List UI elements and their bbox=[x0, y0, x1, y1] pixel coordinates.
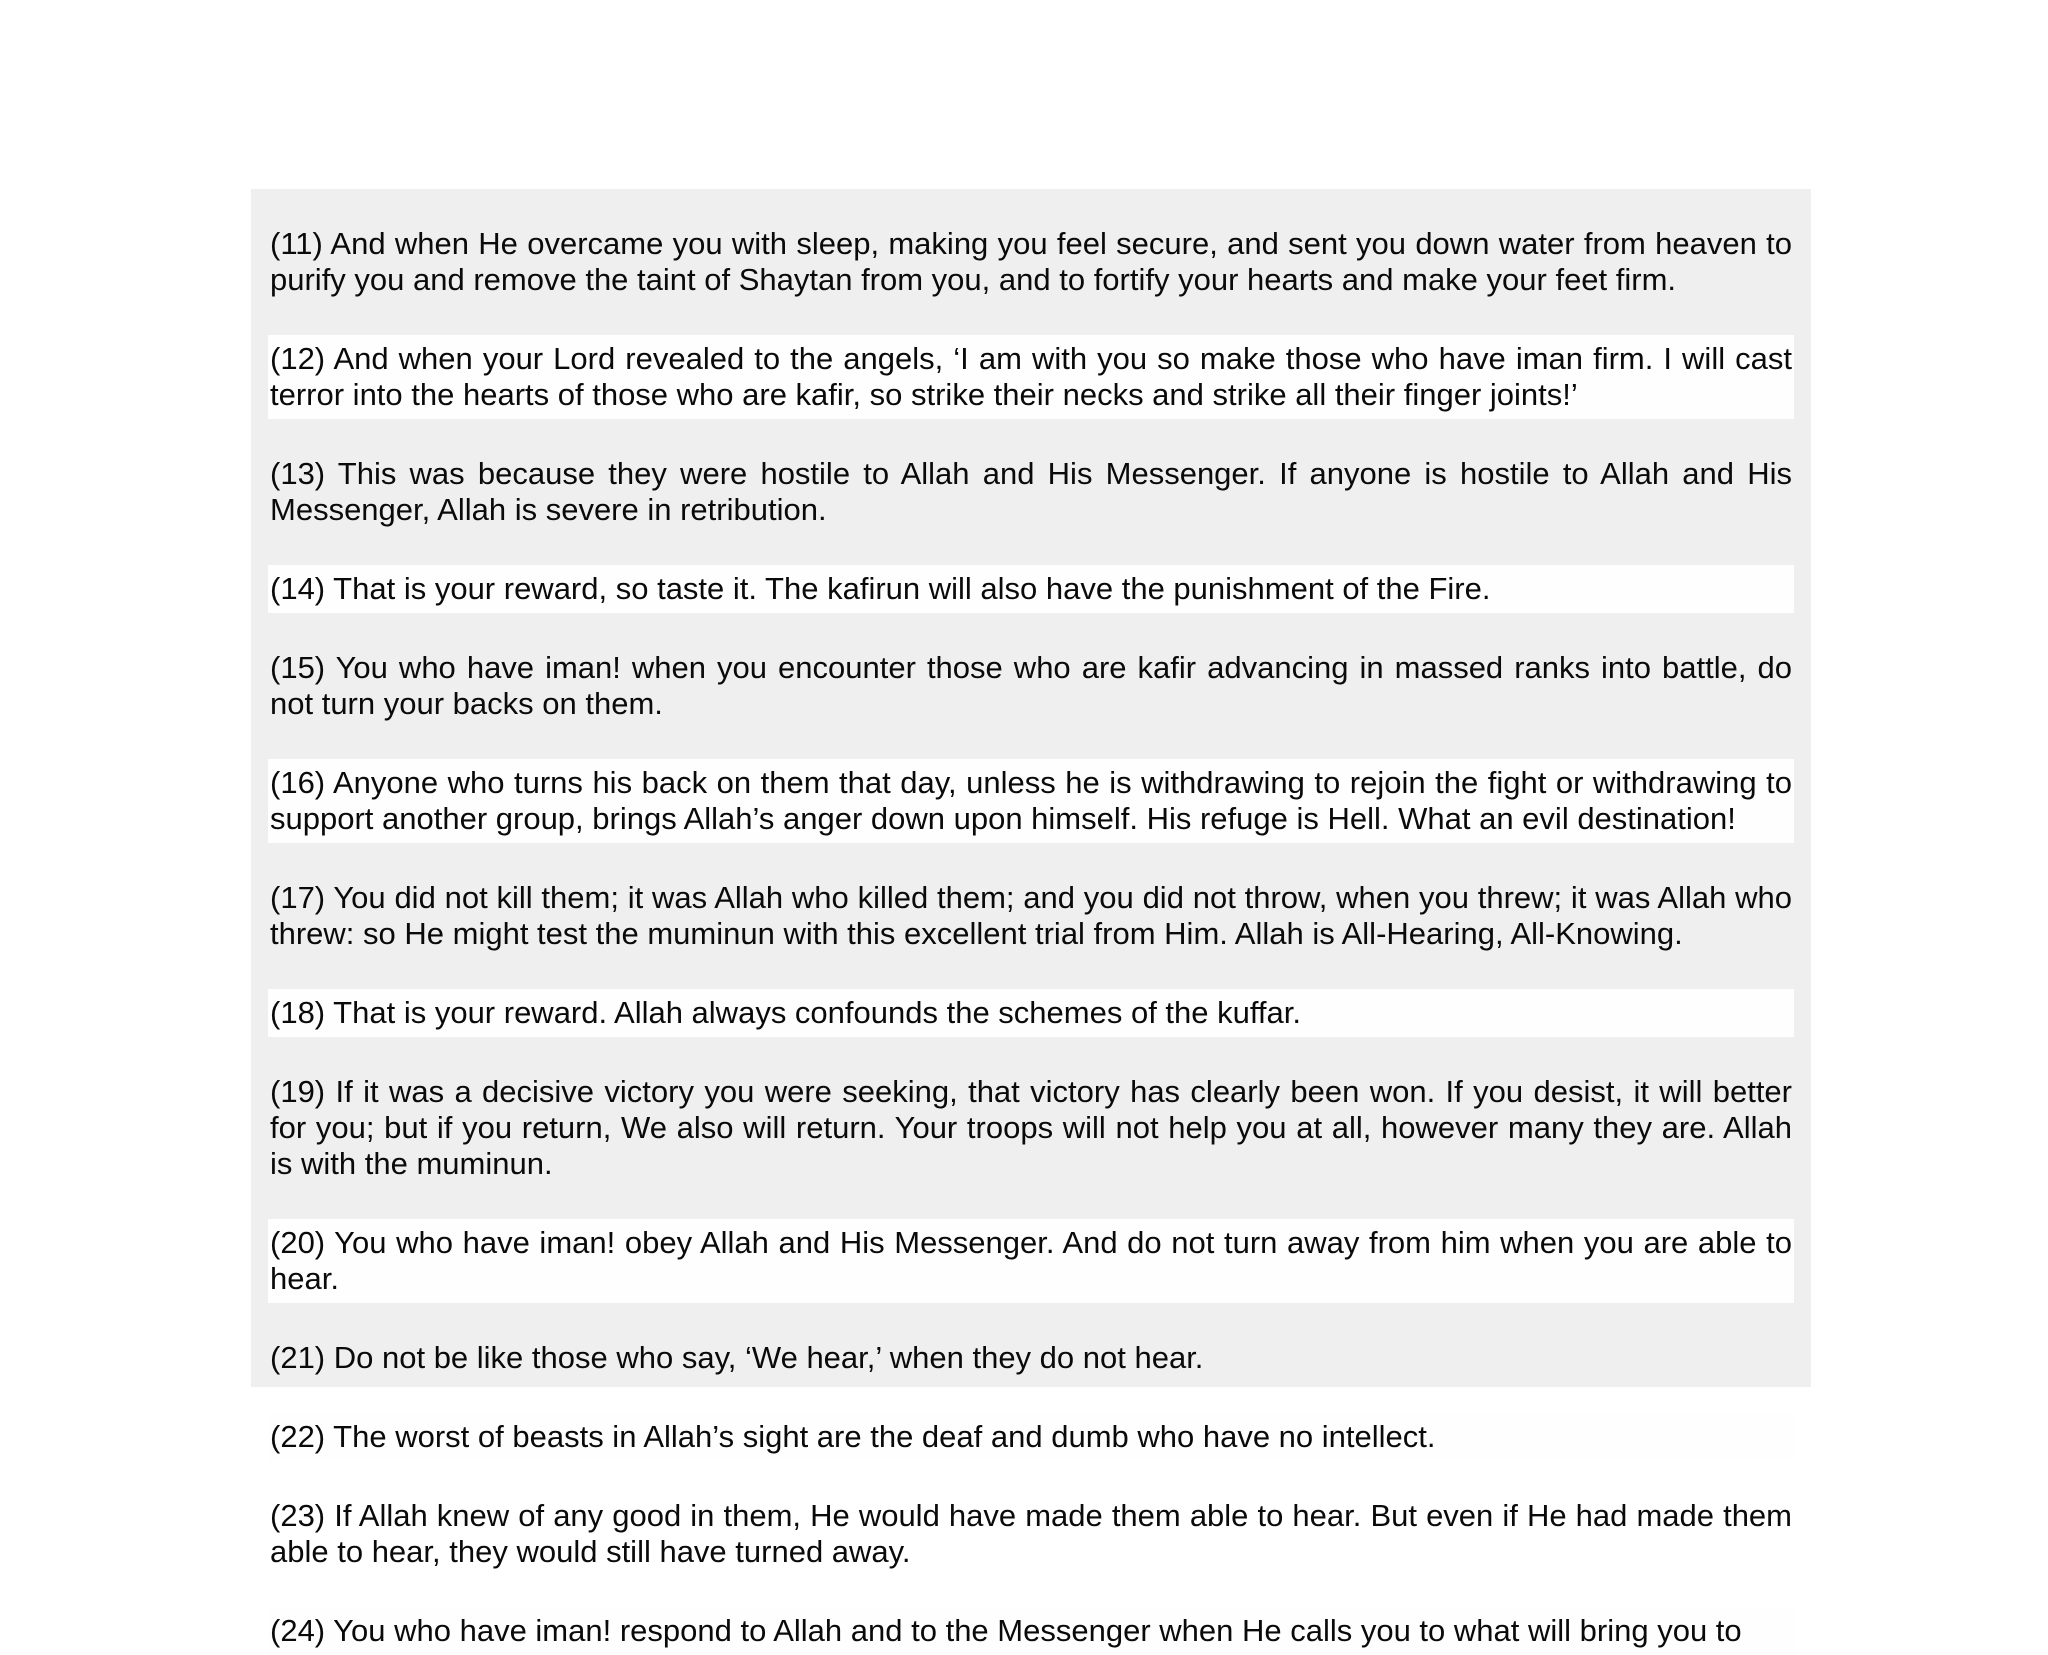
verse-21: (21) Do not be like those who say, ‘We hear,’ when they do not hear. bbox=[270, 1340, 1204, 1375]
verse-12: (12) And when your Lord revealed to the angels, ‘I am with you so make those who have iman firm. I will cast terror into the hearts of those who are kafir, so strike their necks and strike all their finger joints!’ bbox=[268, 335, 1794, 419]
verse-19: (19) If it was a decisive victory you were seeking, that victory has clearly been won. If you desist, it will better for you; but if you return, We also will return. Your troops will not help you at all, however many they are. Allah is with the muminun. bbox=[270, 1074, 1792, 1181]
verse-22: (22) The worst of beasts in Allah’s sight are the deaf and dumb who have no intellect. bbox=[268, 1413, 1794, 1461]
verse-15: (15) You who have iman! when you encounter those who are kafir advancing in massed ranks into battle, do not turn your backs on them. bbox=[270, 650, 1792, 721]
document-page bbox=[251, 189, 1811, 1648]
verse-13: (13) This was because they were hostile to Allah and His Messenger. If anyone is hostile to Allah and His Messenger, Allah is severe in retribution. bbox=[270, 456, 1792, 527]
verse-17: (17) You did not kill them; it was Allah who killed them; and you did not throw, when you threw; it was Allah who threw: so He might test the muminun with this excellent trial from Him. Allah is All-Hearing, All-Knowing. bbox=[270, 880, 1792, 951]
verse-list bbox=[268, 220, 1794, 1655]
verse-24: (24) You who have iman! respond to Allah and to the Messenger when He calls you to what will bring you to bbox=[268, 1607, 1794, 1655]
verse-20: (20) You who have iman! obey Allah and His Messenger. And do not turn away from him when you are able to hear. bbox=[268, 1219, 1794, 1303]
verse-18: (18) That is your reward. Allah always confounds the schemes of the kuffar. bbox=[268, 989, 1794, 1037]
verse-23: (23) If Allah knew of any good in them, He would have made them able to hear. But even if He had made them able to hear, they would still have turned away. bbox=[270, 1498, 1792, 1569]
verse-11: (11) And when He overcame you with sleep, making you feel secure, and sent you down water from heaven to purify you and remove the taint of Shaytan from you, and to fortify your hearts and make your feet firm. bbox=[270, 226, 1792, 297]
verse-14: (14) That is your reward, so taste it. The kafirun will also have the punishment of the Fire. bbox=[268, 565, 1794, 613]
verse-16: (16) Anyone who turns his back on them that day, unless he is withdrawing to rejoin the fight or withdrawing to support another group, brings Allah’s anger down upon himself. His refuge is Hell. What an evil destination! bbox=[268, 759, 1794, 843]
